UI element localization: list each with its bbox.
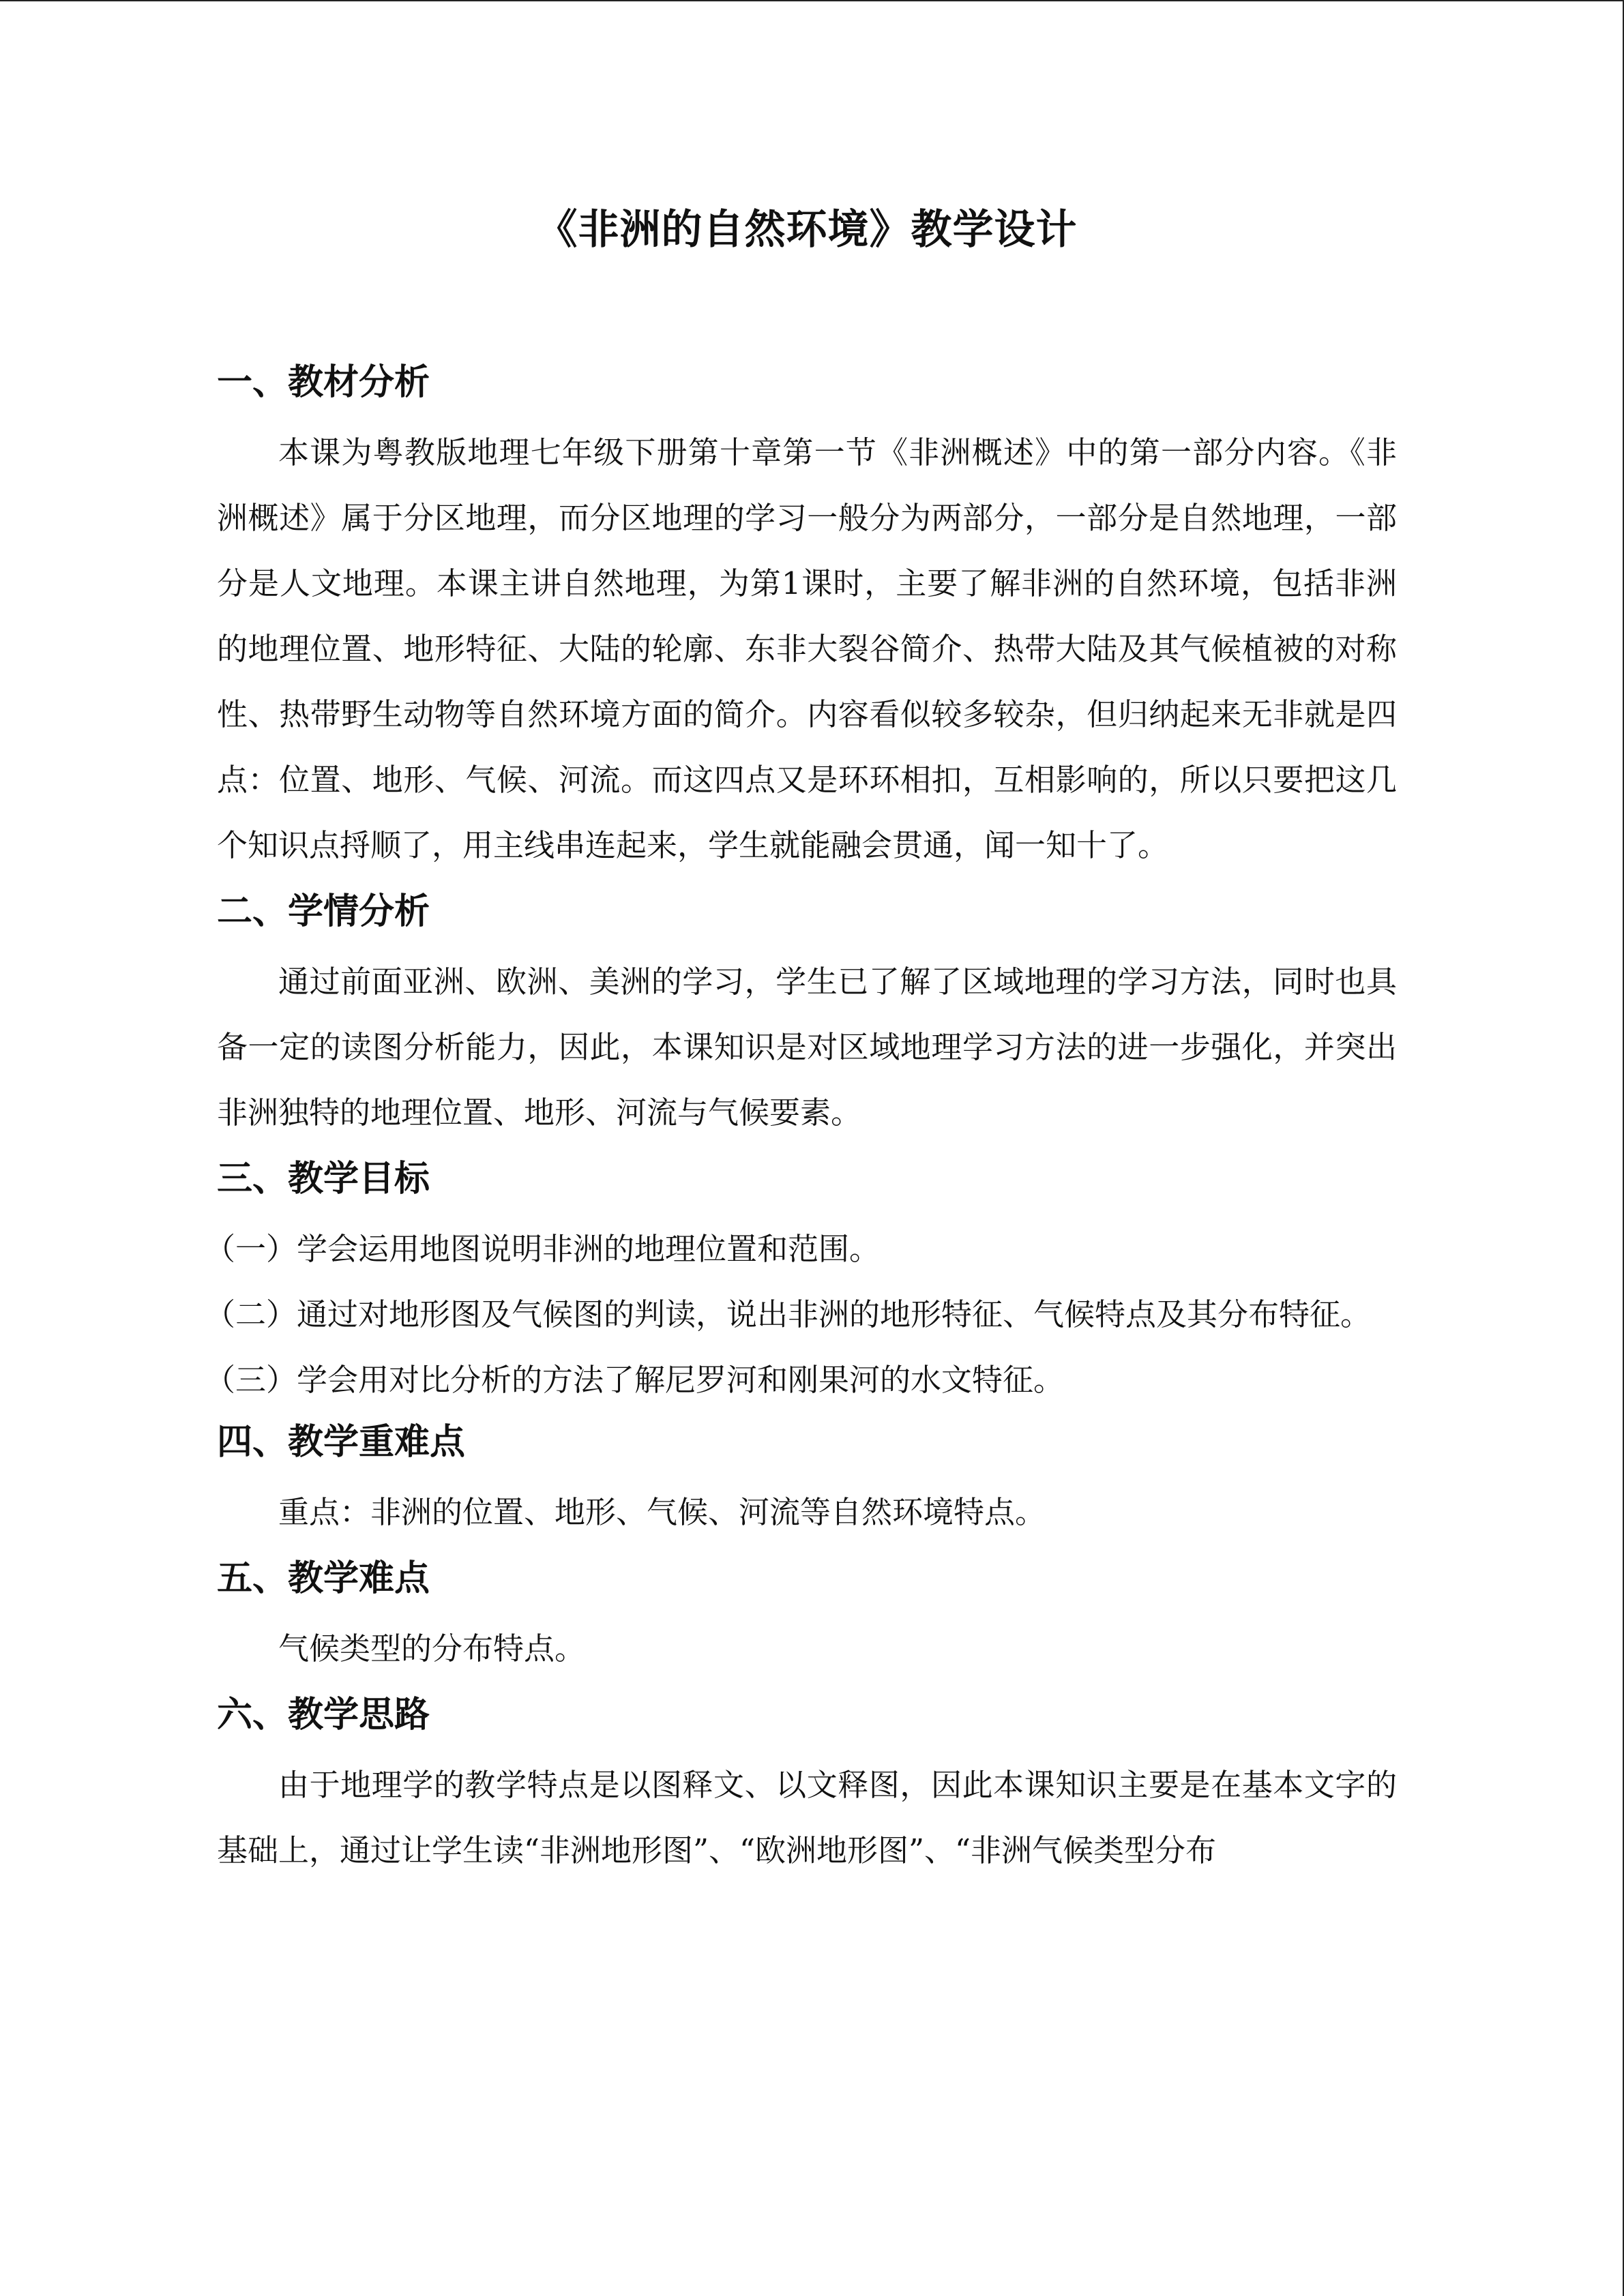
objective-item: （二）通过对地形图及气候图的判读，说出非洲的地形特征、气候特点及其分布特征。 (205, 1296, 1372, 1332)
objective-item: （一）学会运用地图说明非洲的地理位置和范围。 (205, 1231, 881, 1267)
paragraph: 气候类型的分布特点。 (278, 1630, 586, 1667)
document-content (205, 199, 1397, 1890)
section-textbook-analysis (217, 356, 1397, 878)
section-heading: 一、教材分析 (217, 362, 430, 403)
section-teaching-objectives (205, 1152, 1397, 1413)
section-student-analysis (217, 885, 1397, 1146)
paragraph: 重点：非洲的位置、地形、气候、河流等自然环境特点。 (278, 1494, 1046, 1530)
paragraph: 由于地理学的教学特点是以图释文、以文释图，因此本课知识主要是在基本文字的基础上，通过让学生读“非洲地形图”、“欧洲地形图”、“非洲气候类型分布 (217, 1767, 1397, 1868)
section-heading: 二、学情分析 (217, 891, 430, 932)
section-teaching-approach (217, 1688, 1397, 1883)
paragraph: 本课为粤教版地理七年级下册第十章第一节《非洲概述》中的第一部分内容。《非洲概述》属于分区地理，而分区地理的学习一般分为两部分，一部分是自然地理，一部分是人文地理。本课主讲自然地理，为第1课时，主要了解非洲的自然环境，包括非洲的地理位置、地形特征、大陆的轮廓、东非大裂谷简介、热带大陆及其气候植被的对称性、热带野生动物等自然环境方面的简介。内容看似较多较杂，但归纳起来无非就是四点：位置、地形、气候、河流。而这四点又是环环相扣，互相影响的，所以只要把这几个知识点捋顺了，用主线串连起来，学生就能融会贯通，闻一知十了。 (217, 434, 1397, 863)
section-heading: 四、教学重难点 (217, 1422, 466, 1463)
section-key-points (217, 1416, 1397, 1545)
section-heading: 三、教学目标 (217, 1159, 430, 1199)
objective-item: （三）学会用对比分析的方法了解尼罗河和刚果河的水文特征。 (205, 1362, 1065, 1398)
document-title: 《非洲的自然环境》教学设计 (536, 206, 1078, 254)
section-heading: 六、教学思路 (217, 1695, 430, 1735)
section-difficult-points (217, 1552, 1397, 1682)
paragraph: 通过前面亚洲、欧洲、美洲的学习，学生已了解了区域地理的学习方法，同时也具备一定的读图分析能力，因此，本课知识是对区域地理学习方法的进一步强化，并突出非洲独特的地理位置、地形、河流与气候要素。 (217, 964, 1397, 1131)
section-heading: 五、教学难点 (217, 1558, 430, 1599)
